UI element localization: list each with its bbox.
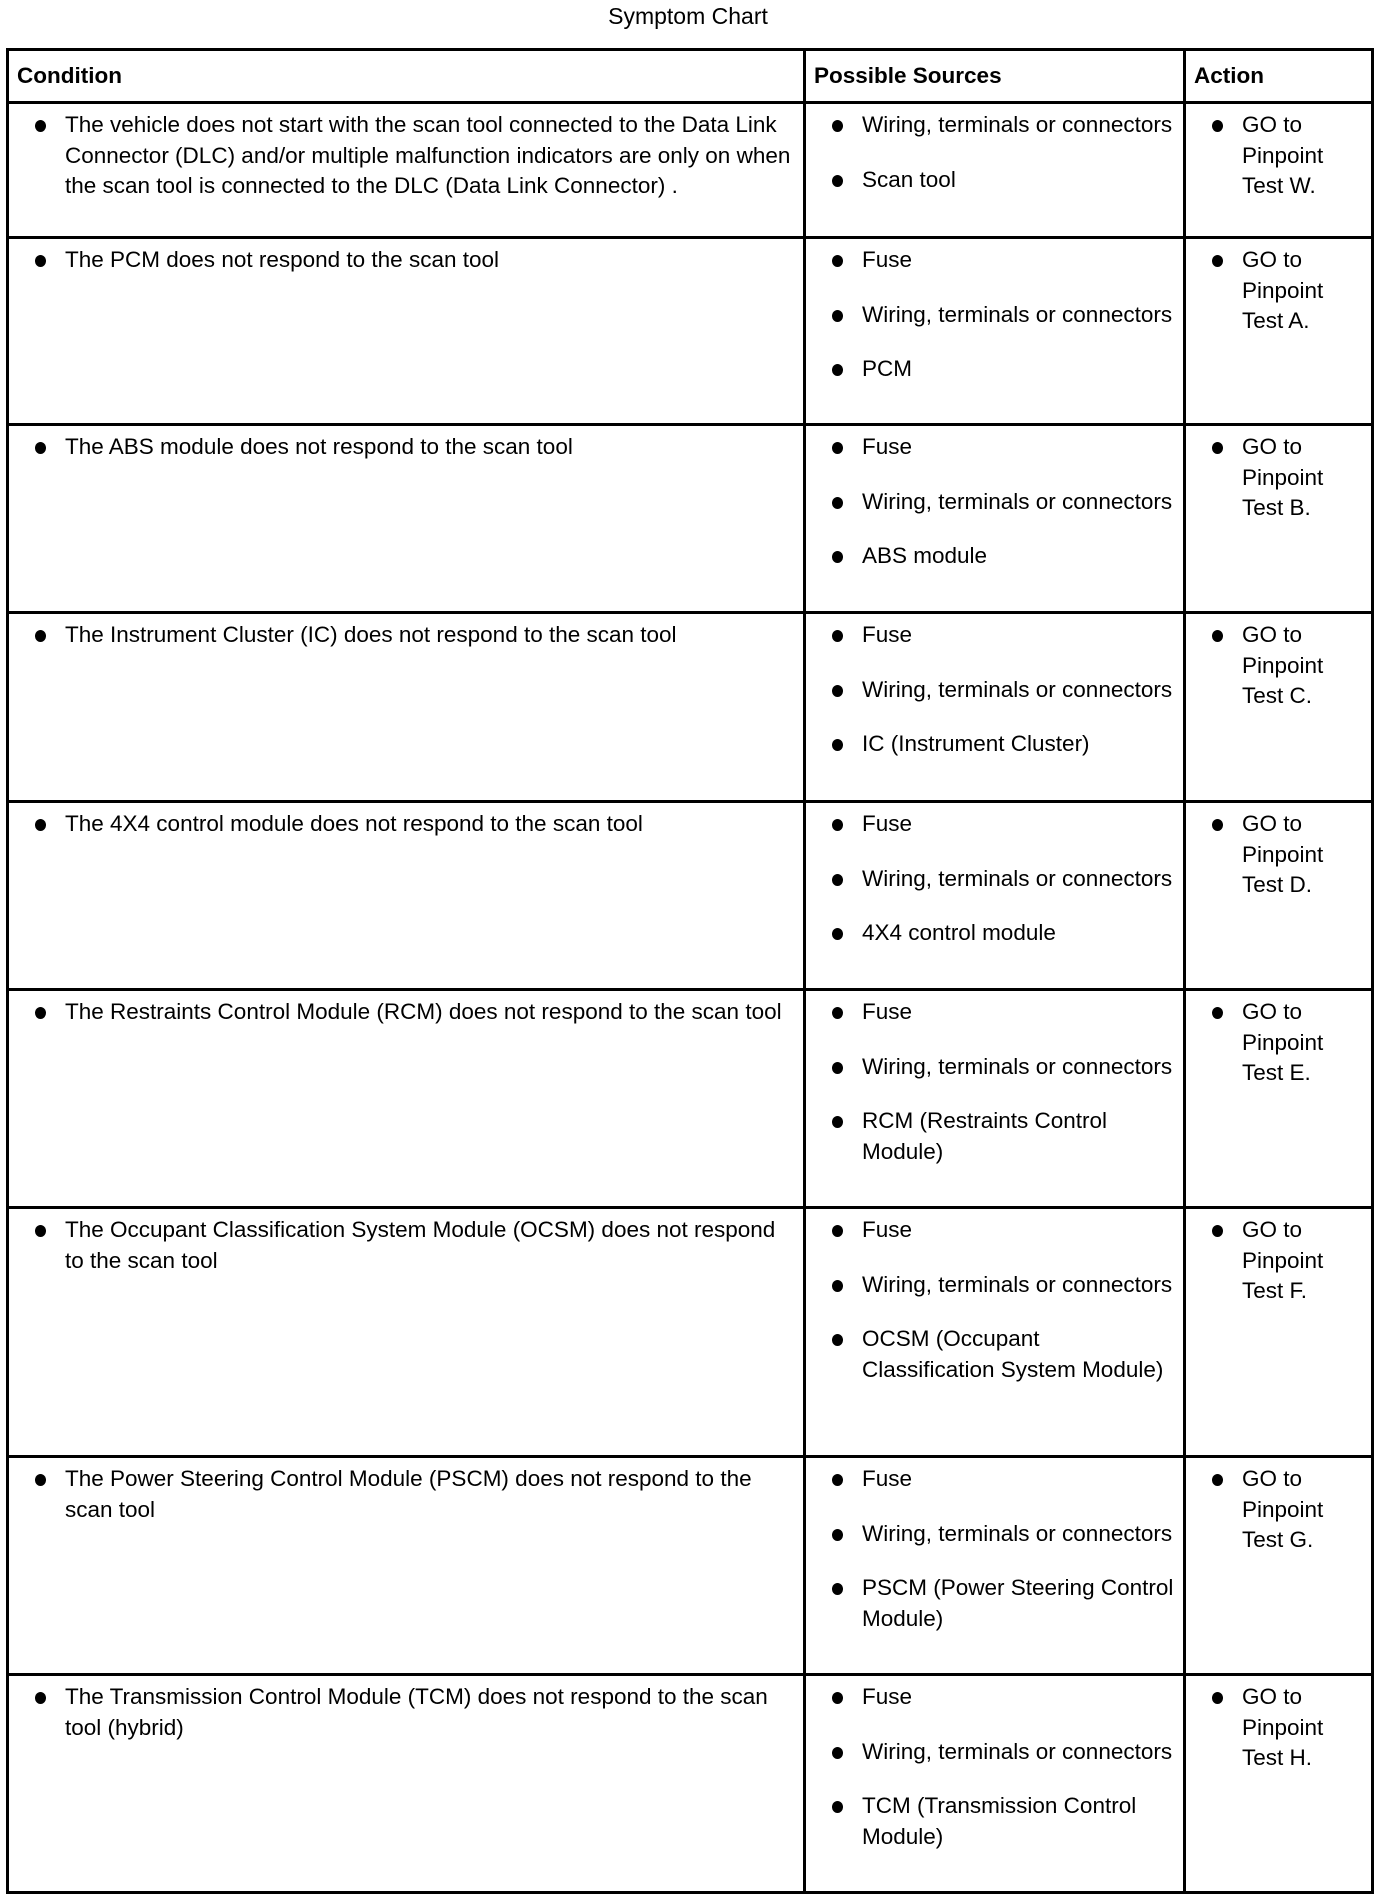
- source-item-text: TCM (Transmission Control Module): [862, 1793, 1137, 1849]
- source-item: [806, 1052, 1175, 1083]
- sources-cell: [805, 1208, 1185, 1457]
- condition-item-text: The PCM does not respond to the scan tool: [65, 247, 500, 272]
- source-item-text: Wiring, terminals or connectors: [862, 1271, 1173, 1297]
- bullet-icon: [832, 1692, 843, 1704]
- bullet-icon: [35, 1007, 46, 1019]
- bullet-icon: [832, 442, 843, 454]
- source-item: [806, 245, 1175, 276]
- condition-cell: [8, 1675, 805, 1893]
- action-item-text: GO to Pinpoint Test W.: [1242, 112, 1324, 198]
- action-item: [1186, 110, 1363, 202]
- condition-cell: [8, 1457, 805, 1675]
- condition-item: [9, 809, 795, 840]
- bullet-icon: [1212, 120, 1223, 132]
- action-cell: [1185, 990, 1373, 1208]
- condition-item-text: The 4X4 control module does not respond to the scan tool: [65, 811, 643, 836]
- source-item: [806, 1682, 1175, 1713]
- source-item-text: RCM (Restraints Control Module): [862, 1108, 1108, 1164]
- source-item: [806, 620, 1175, 651]
- condition-item: [9, 1464, 795, 1525]
- condition-item-text: The Occupant Classification System Module (OCSM) does not respond to the scan tool: [65, 1217, 776, 1273]
- action-cell: [1185, 103, 1373, 238]
- action-cell: [1185, 613, 1373, 802]
- condition-item-text: The Transmission Control Module (TCM) does not respond to the scan tool (hybrid): [65, 1684, 768, 1740]
- bullet-icon: [832, 175, 843, 187]
- condition-cell: [8, 802, 805, 990]
- table-row: [8, 802, 1373, 990]
- action-item: [1186, 809, 1363, 901]
- source-item-text: Fuse: [862, 1684, 913, 1709]
- bullet-icon: [832, 1062, 843, 1074]
- condition-item: [9, 997, 795, 1028]
- bullet-icon: [1212, 630, 1223, 642]
- bullet-icon: [832, 255, 843, 267]
- source-item: [806, 1215, 1175, 1246]
- source-item: [806, 110, 1175, 141]
- condition-cell: [8, 425, 805, 613]
- bullet-icon: [1212, 442, 1223, 454]
- source-item: [806, 997, 1175, 1028]
- condition-cell: [8, 613, 805, 802]
- source-item-text: Fuse: [862, 1466, 913, 1491]
- condition-item-text: The Restraints Control Module (RCM) does not respond to the scan tool: [65, 999, 782, 1024]
- bullet-icon: [832, 1225, 843, 1237]
- sources-cell: [805, 238, 1185, 425]
- source-item: [806, 165, 1175, 196]
- table-row: [8, 238, 1373, 425]
- table-row: [8, 1457, 1373, 1675]
- source-item: [806, 1519, 1175, 1550]
- bullet-icon: [832, 819, 843, 831]
- bullet-icon: [1212, 255, 1223, 267]
- chart-title: Symptom Chart: [608, 3, 768, 29]
- condition-item: [9, 1215, 795, 1276]
- source-item-text: Wiring, terminals or connectors: [862, 1738, 1173, 1764]
- action-item-text: GO to Pinpoint Test C.: [1242, 622, 1324, 708]
- bullet-icon: [35, 120, 46, 132]
- source-item: [806, 1324, 1175, 1385]
- action-item-text: GO to Pinpoint Test G.: [1242, 1466, 1324, 1552]
- source-item: [806, 1791, 1175, 1852]
- action-cell: [1185, 238, 1373, 425]
- bullet-icon: [35, 819, 46, 831]
- bullet-icon: [832, 1007, 843, 1019]
- condition-cell: [8, 238, 805, 425]
- bullet-icon: [35, 1225, 46, 1237]
- bullet-icon: [35, 1692, 46, 1704]
- symptom-table: [6, 48, 1374, 1894]
- source-item-text: Scan tool: [862, 166, 956, 192]
- source-item-text: Fuse: [862, 434, 913, 459]
- action-item-text: GO to Pinpoint Test D.: [1242, 811, 1324, 897]
- condition-cell: [8, 1208, 805, 1457]
- header-action: Action: [1185, 50, 1373, 103]
- action-item-text: GO to Pinpoint Test F.: [1242, 1217, 1324, 1303]
- bullet-icon: [832, 685, 843, 697]
- condition-item-text: The Instrument Cluster (IC) does not respond to the scan tool: [65, 622, 677, 647]
- condition-item: [9, 432, 795, 463]
- bullet-icon: [832, 1801, 843, 1813]
- condition-item: [9, 245, 795, 276]
- source-item-text: Fuse: [862, 622, 913, 647]
- source-item: [806, 487, 1175, 518]
- bullet-icon: [832, 630, 843, 642]
- bullet-icon: [832, 120, 843, 132]
- bullet-icon: [832, 551, 843, 563]
- source-item-text: Wiring, terminals or connectors: [862, 865, 1173, 891]
- bullet-icon: [35, 255, 46, 267]
- action-item: [1186, 245, 1363, 337]
- condition-item-text: The vehicle does not start with the scan tool connected to the Data Link Connector (DLC) and/or multiple malfunction indicators are only on when the scan tool is connected to the DLC (Data Link Connector) .: [65, 112, 791, 198]
- source-item-text: Fuse: [862, 1217, 913, 1242]
- bullet-icon: [832, 497, 843, 509]
- sources-cell: [805, 1457, 1185, 1675]
- source-item-text: Wiring, terminals or connectors: [862, 1053, 1173, 1079]
- bullet-icon: [832, 1529, 843, 1541]
- source-item-text: Wiring, terminals or connectors: [862, 301, 1173, 327]
- action-item-text: GO to Pinpoint Test B.: [1242, 434, 1324, 520]
- source-item: [806, 300, 1175, 331]
- bullet-icon: [832, 1334, 843, 1346]
- source-item: [806, 354, 1175, 385]
- condition-item: [9, 1682, 795, 1743]
- action-item: [1186, 620, 1363, 712]
- condition-item-text: The ABS module does not respond to the scan tool: [65, 434, 573, 459]
- sources-cell: [805, 613, 1185, 802]
- condition-item-text: The Power Steering Control Module (PSCM) does not respond to the scan tool: [65, 1466, 752, 1522]
- source-item-text: IC (Instrument Cluster): [862, 731, 1090, 756]
- sources-cell: [805, 425, 1185, 613]
- source-item-text: PSCM (Power Steering Control Module): [862, 1575, 1174, 1631]
- source-item: [806, 1573, 1175, 1634]
- source-item-text: Fuse: [862, 811, 913, 836]
- source-item: [806, 809, 1175, 840]
- source-item-text: ABS module: [862, 543, 988, 568]
- source-item-text: Fuse: [862, 999, 913, 1024]
- table-row: [8, 425, 1373, 613]
- condition-item: [9, 110, 795, 202]
- action-cell: [1185, 802, 1373, 990]
- action-cell: [1185, 1208, 1373, 1457]
- source-item-text: Wiring, terminals or connectors: [862, 488, 1173, 514]
- source-item: [806, 729, 1175, 760]
- table-row: [8, 1208, 1373, 1457]
- table-row: [8, 613, 1373, 802]
- source-item-text: Fuse: [862, 247, 913, 272]
- condition-cell: [8, 103, 805, 238]
- source-item-text: OCSM (Occupant Classification System Module): [862, 1326, 1164, 1382]
- header-condition: Condition: [8, 50, 805, 103]
- source-item-text: Wiring, terminals or connectors: [862, 1520, 1173, 1546]
- action-item: [1186, 997, 1363, 1089]
- bullet-icon: [832, 1280, 843, 1292]
- bullet-icon: [832, 874, 843, 886]
- bullet-icon: [832, 739, 843, 751]
- table-row: [8, 990, 1373, 1208]
- sources-cell: [805, 802, 1185, 990]
- source-item: [806, 675, 1175, 706]
- bullet-icon: [832, 1116, 843, 1128]
- bullet-icon: [1212, 1007, 1223, 1019]
- bullet-icon: [832, 364, 843, 376]
- source-item: [806, 432, 1175, 463]
- bullet-icon: [832, 310, 843, 322]
- source-item-text: 4X4 control module: [862, 920, 1056, 945]
- bullet-icon: [1212, 1474, 1223, 1486]
- bullet-icon: [1212, 1692, 1223, 1704]
- action-item: [1186, 1682, 1363, 1774]
- source-item: [806, 1106, 1175, 1167]
- bullet-icon: [35, 630, 46, 642]
- action-cell: [1185, 425, 1373, 613]
- action-item: [1186, 1464, 1363, 1556]
- condition-cell: [8, 990, 805, 1208]
- action-item: [1186, 432, 1363, 524]
- source-item: [806, 1464, 1175, 1495]
- bullet-icon: [832, 1583, 843, 1595]
- action-item-text: GO to Pinpoint Test H.: [1242, 1684, 1324, 1770]
- source-item: [806, 918, 1175, 949]
- action-item: [1186, 1215, 1363, 1307]
- bullet-icon: [1212, 819, 1223, 831]
- bullet-icon: [1212, 1225, 1223, 1237]
- sources-cell: [805, 990, 1185, 1208]
- bullet-icon: [832, 1474, 843, 1486]
- condition-item: [9, 620, 795, 651]
- header-possible-sources: Possible Sources: [805, 50, 1185, 103]
- source-item-text: Wiring, terminals or connectors: [862, 112, 1173, 137]
- source-item: [806, 541, 1175, 572]
- source-item-text: Wiring, terminals or connectors: [862, 676, 1173, 702]
- action-item-text: GO to Pinpoint Test E.: [1242, 999, 1324, 1085]
- table-row: [8, 1675, 1373, 1893]
- sources-cell: [805, 103, 1185, 238]
- action-item-text: GO to Pinpoint Test A.: [1242, 247, 1324, 333]
- action-cell: [1185, 1457, 1373, 1675]
- sources-cell: [805, 1675, 1185, 1893]
- bullet-icon: [832, 928, 843, 940]
- bullet-icon: [35, 1474, 46, 1486]
- source-item-text: PCM: [862, 356, 912, 381]
- bullet-icon: [832, 1747, 843, 1759]
- action-cell: [1185, 1675, 1373, 1893]
- table-row: [8, 103, 1373, 238]
- source-item: [806, 1270, 1175, 1301]
- source-item: [806, 864, 1175, 895]
- header-row: [8, 50, 1373, 103]
- bullet-icon: [35, 442, 46, 454]
- source-item: [806, 1737, 1175, 1768]
